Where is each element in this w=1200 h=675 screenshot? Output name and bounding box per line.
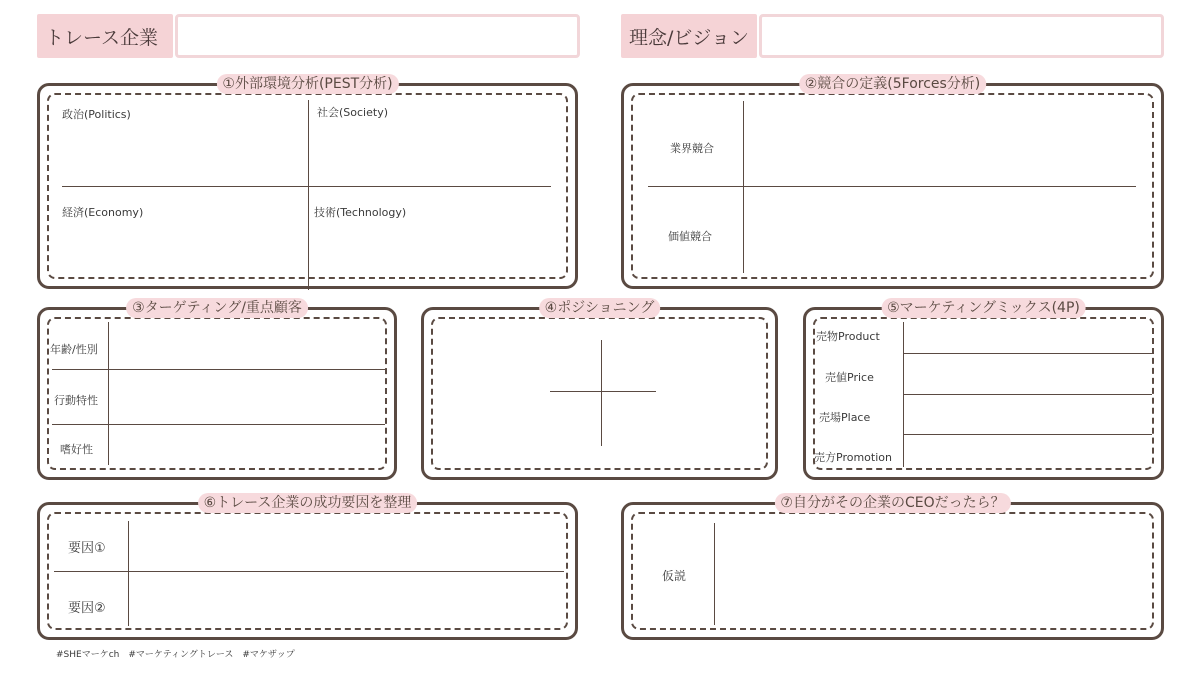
success-title: ⑥トレース企業の成功要因を整理 (198, 493, 418, 513)
philosophy-input[interactable] (759, 14, 1164, 58)
philosophy-label-text: 理念/ビジョン (629, 26, 750, 49)
targeting-row-label: 年齢/性別 (50, 343, 98, 356)
competition-value-label: 価値競合 (668, 230, 712, 243)
positioning-y-axis (601, 340, 602, 446)
pest-card (37, 76, 578, 289)
trace-company-label-text: トレース企業 (45, 26, 159, 49)
philosophy-label (621, 14, 757, 58)
targeting-divider-v (108, 322, 109, 465)
marketing-mix-row-label: 売物Product (816, 330, 880, 343)
competition-card (621, 76, 1164, 289)
ceo-divider-v (714, 523, 715, 625)
positioning-card (421, 300, 778, 480)
marketing-mix-divider-h (904, 394, 1152, 395)
ceo-card (621, 495, 1164, 640)
competition-divider-h (648, 186, 1136, 187)
positioning-inner (431, 317, 768, 470)
competition-industry-label: 業界競合 (670, 142, 714, 155)
targeting-divider-h (52, 369, 385, 370)
pest-divider-v (308, 100, 309, 290)
marketing-mix-card (803, 300, 1164, 480)
competition-title: ②競合の定義(5Forces分析) (799, 74, 987, 94)
targeting-title: ③ターゲティング/重点顧客 (126, 298, 308, 318)
pest-economy-label: 経済(Economy) (62, 206, 144, 219)
pest-politics-label: 政治(Politics) (62, 108, 131, 121)
pest-society-label: 社会(Society) (317, 106, 388, 119)
marketing-mix-divider-v (903, 322, 904, 467)
pest-divider-h (62, 186, 551, 187)
ceo-inner (631, 512, 1154, 630)
positioning-title: ④ポジショニング (539, 298, 661, 318)
success-divider-v (128, 521, 129, 626)
trace-company-label (37, 14, 173, 58)
footer-hashtags: #SHEマーケch #マーケティングトレース #マケザップ (56, 650, 295, 660)
marketing-mix-row-label: 売方Promotion (814, 451, 892, 464)
ceo-hypothesis-label: 仮説 (662, 569, 687, 583)
targeting-row-label: 行動特性 (54, 394, 98, 407)
ceo-title: ⑦自分がその企業のCEOだったら？ (774, 493, 1010, 513)
targeting-row-label: 嗜好性 (60, 443, 93, 456)
marketing-mix-row-label: 売場Place (819, 411, 871, 424)
success-card (37, 495, 578, 640)
marketing-mix-divider-h (904, 353, 1152, 354)
trace-company-input[interactable] (175, 14, 580, 58)
marketing-mix-title: ⑤マーケティングミックス(4P) (881, 298, 1086, 318)
competition-divider-v (743, 101, 744, 273)
targeting-inner (47, 317, 387, 470)
pest-title: ①外部環境分析(PEST分析) (216, 74, 398, 94)
targeting-card (37, 300, 397, 480)
marketing-mix-divider-h (904, 434, 1152, 435)
pest-technology-label: 技術(Technology) (314, 206, 407, 219)
positioning-x-axis (550, 391, 656, 392)
success-factor1-label: 要因① (68, 541, 106, 556)
success-factor2-label: 要因② (68, 601, 106, 616)
success-divider-h (54, 571, 564, 572)
marketing-mix-row-label: 売値Price (825, 371, 874, 384)
targeting-divider-h (52, 424, 385, 425)
